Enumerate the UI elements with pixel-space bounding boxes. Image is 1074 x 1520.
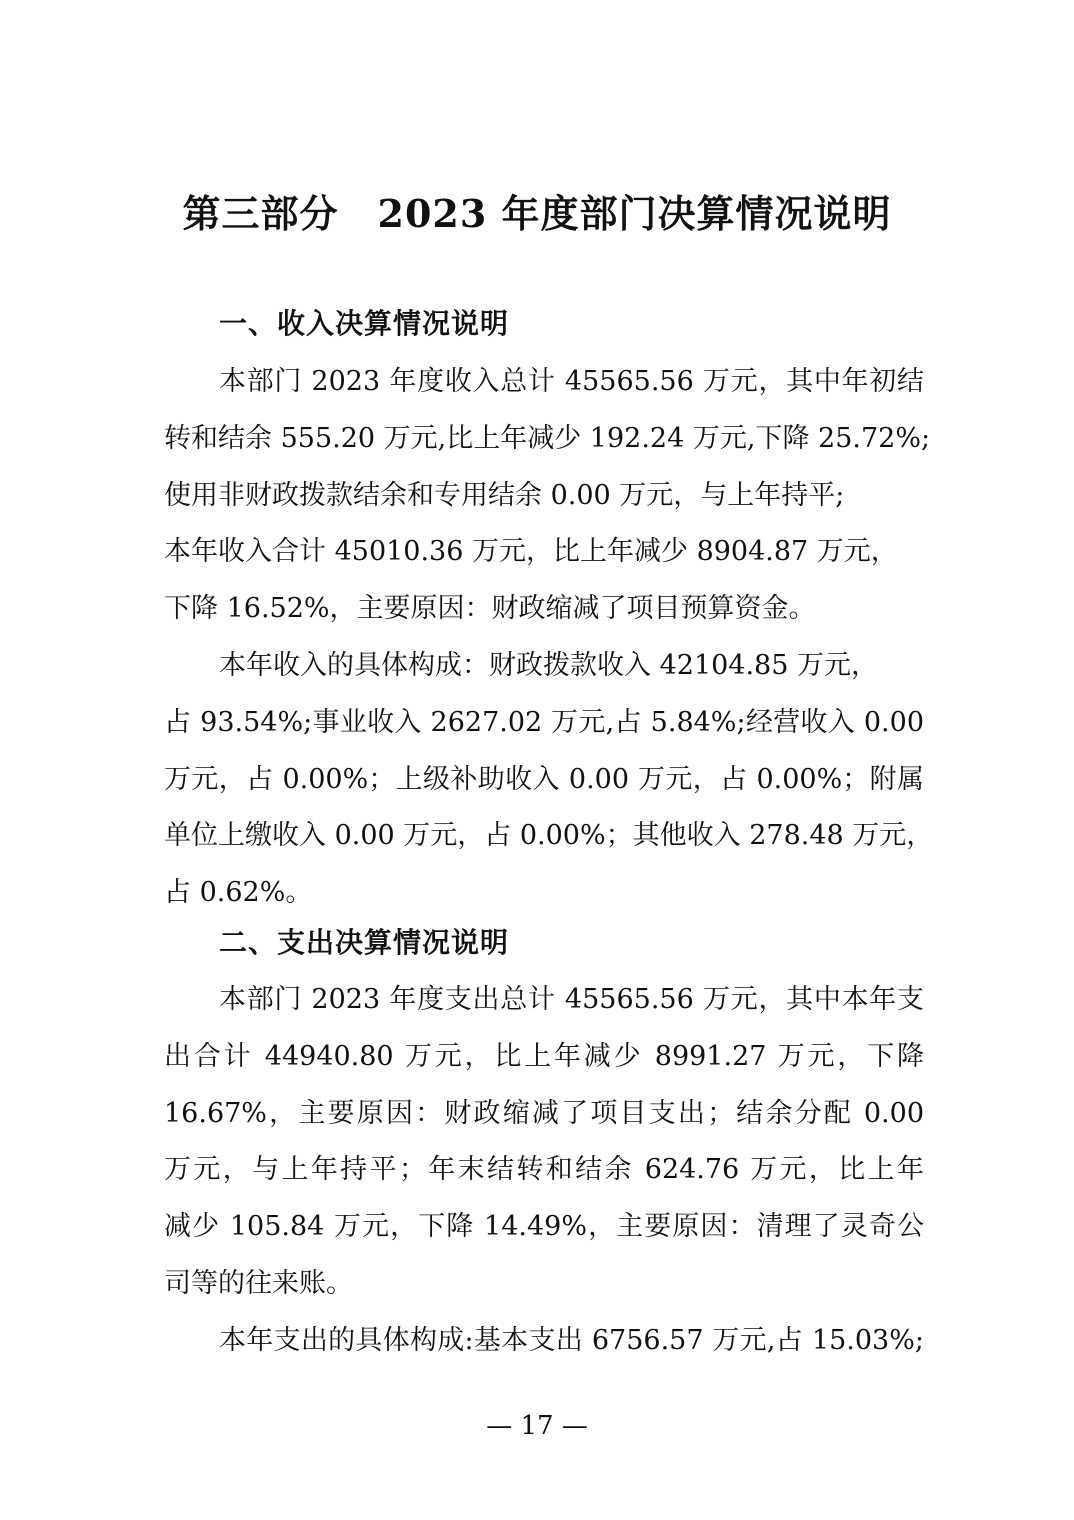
text-line: 万元，与上年持平；年末结转和结余 624.76 万元，比上年 xyxy=(164,1154,924,1186)
text-line: 万元，占 0.00%；上级补助收入 0.00 万元，占 0.00%；附属 xyxy=(164,763,924,795)
text-line: 占 0.62%。 xyxy=(164,877,313,909)
text-line: 减少 105.84 万元，下降 14.49%，主要原因：清理了灵奇公 xyxy=(164,1211,924,1243)
text-line: 下降 16.52%，主要原因：财政缩减了项目预算资金。 xyxy=(164,593,816,625)
text-line: 占 93.54%;事业收入 2627.02 万元,占 5.84%;经营收入 0.00 xyxy=(164,706,924,738)
text-line: 使用非财政拨款结余和专用结余 0.00 万元，与上年持平; xyxy=(164,479,845,511)
paragraph-expenditure-summary xyxy=(164,972,924,1313)
page-title: 第三部分 2023 年度部门决算情况说明 xyxy=(182,191,892,236)
text-line: 司等的往来账。 xyxy=(164,1267,353,1299)
text-line: 转和结余 555.20 万元,比上年减少 192.24 万元,下降 25.72%; xyxy=(164,422,931,454)
paragraph-expenditure-composition xyxy=(164,1313,924,1370)
text-line: 本部门 2023 年度收入总计 45565.56 万元，其中年初结 xyxy=(219,366,924,397)
text-line: 本部门 2023 年度支出总计 45565.56 万元，其中本年支 xyxy=(219,984,924,1015)
section-heading-expenditure: 二、支出决算情况说明 xyxy=(219,926,510,959)
text-line: 单位上缴收入 0.00 万元，占 0.00%；其他收入 278.48 万元， xyxy=(164,820,934,852)
text-line: 本年收入合计 45010.36 万元，比上年减少 8904.87 万元， xyxy=(164,536,898,568)
page-number: — 17 — xyxy=(486,1411,588,1441)
text-line: 本年支出的具体构成:基本支出 6756.57 万元,占 15.03%; xyxy=(219,1325,924,1356)
section-heading-income: 一、收入决算情况说明 xyxy=(219,307,510,340)
text-line: 16.67%，主要原因：财政缩减了项目支出；结余分配 0.00 xyxy=(164,1097,924,1129)
paragraph-income-summary xyxy=(164,354,931,638)
text-line: 出合计 44940.80 万元，比上年减少 8991.27 万元，下降 xyxy=(164,1040,924,1072)
paragraph-income-composition xyxy=(164,638,934,922)
text-line: 本年收入的具体构成：财政拨款收入 42104.85 万元， xyxy=(219,650,878,681)
